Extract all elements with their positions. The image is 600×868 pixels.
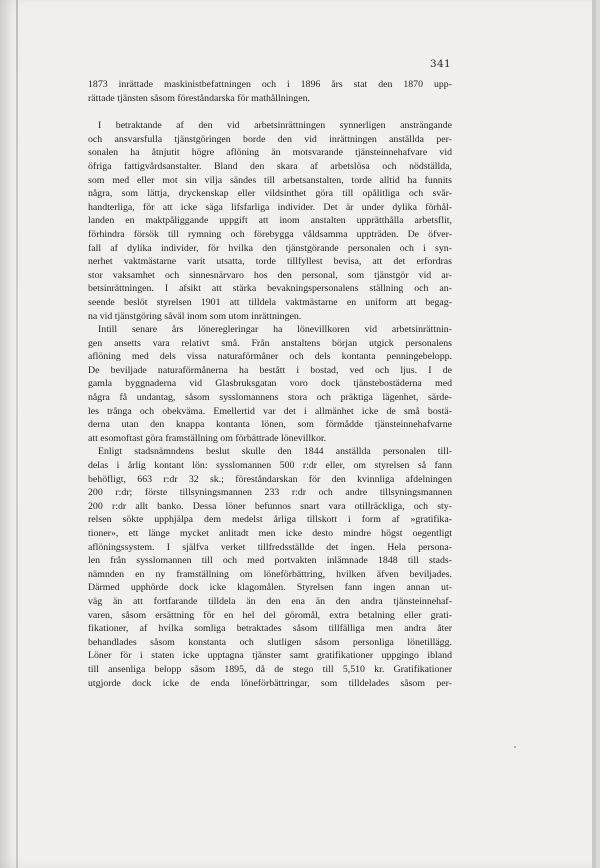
text-line: väg än att fortfarande tilldela än den ena än den andra tjänsteinnehaf- <box>88 595 452 607</box>
text-line: nerhet vaktmästarne varit utsatta, torde tillfyllest bevisa, att det erfordras <box>88 256 452 268</box>
text-line: och ansvarsfulla tjänstgöringen borde den vid inrättningen anställda per- <box>88 133 452 145</box>
text-line: öfriga fattigvårdsanstalter. Bland den skara af arbetslösa och nödställda, <box>88 160 452 172</box>
text-line: 200 r:dr; förste tillsyningsmannen 233 r:dr och andre tillsyningsmannen <box>88 487 452 499</box>
text-line: 200 r:dr allt banko. Dessa löner befunnos snart vara otillräckliga, och sty- <box>88 500 452 512</box>
text-line: behöfligt, 663 r:dr 32 sk.; föreståndarskan för den kvinnliga afdelningen <box>88 473 452 485</box>
text-line: les trånga och obekväma. Emellertid var det i allmänhet icke de små bostä- <box>88 405 452 417</box>
text-line: De beviljade naturaförmånerna ha bestått i bostad, ved och ljus. I de <box>88 364 452 376</box>
text-line: stor vaksamhet och sinnesnärvaro hos den personal, som tjänstgör vid ar- <box>88 269 452 281</box>
text-line: utgjorde dock icke de enda löneförbättringar, som tilldelades såsom per- <box>88 677 452 689</box>
text-line: behandlades såsom konstanta och slutligen såsom personliga lönetillägg. <box>88 636 452 648</box>
text-line: nämnden en ny framställning om löneförbättring, hvilken äfven beviljades. <box>88 568 452 580</box>
text-line: handterliga, för att icke säga lifsfarliga individer. Det är under dylika förhål- <box>88 201 452 213</box>
text-line: fall af dylika individer, för hvilka den tjänstgörande personalen och i syn- <box>88 242 452 254</box>
text-line: sonalen ha åtnjutit högre aflöning än motsvarande tjänsteinnehafvare vid <box>88 147 452 159</box>
text-line: seende beslöt styrelsen 1901 att tilldela vaktmästarne en uniform att begag- <box>88 296 452 308</box>
text-line: Därmed upphörde dock icke klagomålen. Styrelsen fann ingen annan ut- <box>88 582 452 594</box>
page-edge <box>592 0 596 868</box>
paragraph-4 <box>88 445 452 690</box>
text-line: len från sysslomannen till och med portvakten inlämnade 1848 till stads- <box>88 555 452 567</box>
paragraph-2 <box>88 119 452 323</box>
paragraph-1 <box>88 78 452 105</box>
body-text <box>88 78 452 690</box>
text-line: delas i årlig kontant lön: sysslomannen 500 r:dr eller, om styrelsen så fann <box>88 460 452 472</box>
text-line: na vid tjänstgöring såväl inom som utom inrättningen. <box>88 310 302 322</box>
text-line: Enligt stadsnämndens beslut skulle den 1844 anställda personalen till- <box>98 446 452 458</box>
text-line: gamla byggnaderna vid Glasbruksgatan voro dock tjänstebostäderna med <box>88 378 452 390</box>
text-line: att esomoftast göra framställning om förbättrade lönevillkor. <box>88 432 327 444</box>
text-line: tioner», ett länge mycket anlitadt men icke desto mindre högst oegentligt <box>88 528 452 539</box>
text-line: som med eller mot sin vilja sändes till arbetsanstalten, torde alltid ha funnits <box>88 174 452 186</box>
text-line: aflöning med dels vissa naturaförmåner och dels kontanta penningebelopp. <box>88 351 452 363</box>
text-line: fikationer, af hvilka somliga betraktades såsom tillfälliga men andra åter <box>88 623 452 635</box>
text-line: betsinrättningen. I afsikt att stärka bevakningspersonalens ställning och an- <box>88 283 452 295</box>
text-line: derna utan den knappa kontanta lönen, som förmådde tjänsteinnehafvarne <box>88 419 452 431</box>
binding-gutter <box>16 0 18 868</box>
text-line: några, som lättja, dryckenskap eller vildsinthet göra till opålitliga och svår- <box>88 188 452 200</box>
text-line: varen, såsom ersättning för en hel del göromål, extra betalning eller grati- <box>88 609 452 621</box>
text-line: 1873 inrättade maskinistbefattningen och i 1896 års stat den 1870 upp- <box>88 79 452 90</box>
text-line: till ansenliga belopp såsom 1895, då de stego till 5,510 kr. Gratifikationer <box>88 663 452 675</box>
text-line: rättade tjänsten såsom föreståndarska för mathållningen. <box>88 92 310 104</box>
margin-mark <box>514 746 516 748</box>
text-line: aflöningssystem. I själfva verket tillfredsställde det ingen. Hela persona- <box>88 541 452 553</box>
text-line: Intill senare års löneregleringar ha lönevillkoren vid arbetsinrättnin- <box>98 324 452 336</box>
text-line: Löner för i staten icke upptagna tjänster samt gratifikationer uppgingo ibland <box>88 650 452 662</box>
text-line: relsen sökte upphjälpa dem medelst årliga tillskott i form af »gratifika- <box>88 514 452 526</box>
text-line: landen en maktpåliggande uppgift att inom anstalten upprätthålla arbetsflit, <box>88 215 452 227</box>
paragraph-3 <box>88 323 452 445</box>
text-line: gen ansetts vara relativt små. Från anstaltens början utgick personalens <box>88 337 452 349</box>
page-number: 341 <box>430 58 451 70</box>
text-line: förhindra försök till rymning och förebygga våldsamma uppträden. De öfver- <box>88 228 452 240</box>
text-line: några få undantag, såsom sysslomannens stora och präktiga lägenhet, särde- <box>88 392 452 404</box>
text-line: I betraktande af den vid arbetsinrättningen synnerligen ansträngande <box>98 120 452 132</box>
